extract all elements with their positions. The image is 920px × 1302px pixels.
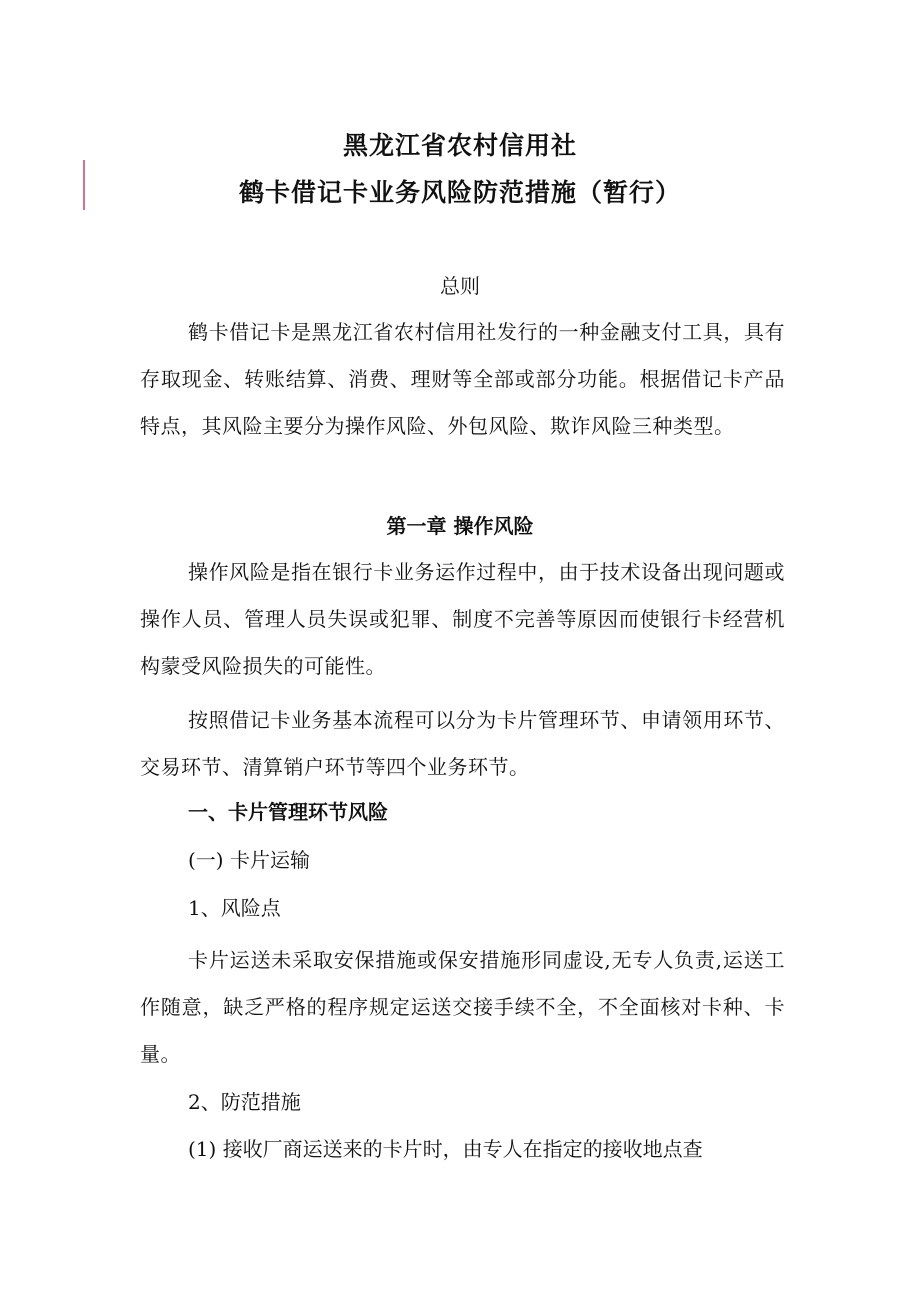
general-paragraph: 鹤卡借记卡是黑龙江省农村信用社发行的一种金融支付工具，具有存取现金、转账结算、消费、理财等全部或部分功能。根据借记卡产品特点，其风险主要分为操作风险、外包风险、欺诈风险三种类型。 [140, 320, 785, 438]
subsection1-heading: (一) 卡片运输 [188, 848, 310, 872]
general-heading: 总则 [440, 274, 480, 298]
document-title-line2: 鹤卡借记卡业务风险防范措施（暂行） [238, 178, 681, 207]
chapter1-paragraph2: 按照借记卡业务基本流程可以分为卡片管理环节、申请领用环节、交易环节、清算销户环节等四个业务环节。 [140, 708, 785, 779]
risk-point-heading: 1、风险点 [188, 896, 281, 920]
chapter1-heading: 第一章 操作风险 [386, 514, 534, 538]
chapter1-paragraph1: 操作风险是指在银行卡业务运作过程中，由于技术设备出现问题或操作人员、管理人员失误或犯罪、制度不完善等原因而使银行卡经营机构蒙受风险损失的可能性。 [140, 560, 785, 678]
prevention-heading: 2、防范措施 [188, 1090, 301, 1114]
prevention-item1: (1) 接收厂商运送来的卡片时，由专人在指定的接收地点查 [188, 1137, 703, 1161]
risk-point-paragraph: 卡片运送未采取安保措施或保安措施形同虚设,无专人负责,运送工作随意，缺乏严格的程序规定运送交接手续不全，不全面核对卡种、卡量。 [140, 948, 785, 1066]
document-title-line1: 黑龙江省农村信用社 [342, 131, 577, 160]
section1-heading: 一、卡片管理环节风险 [188, 800, 388, 824]
